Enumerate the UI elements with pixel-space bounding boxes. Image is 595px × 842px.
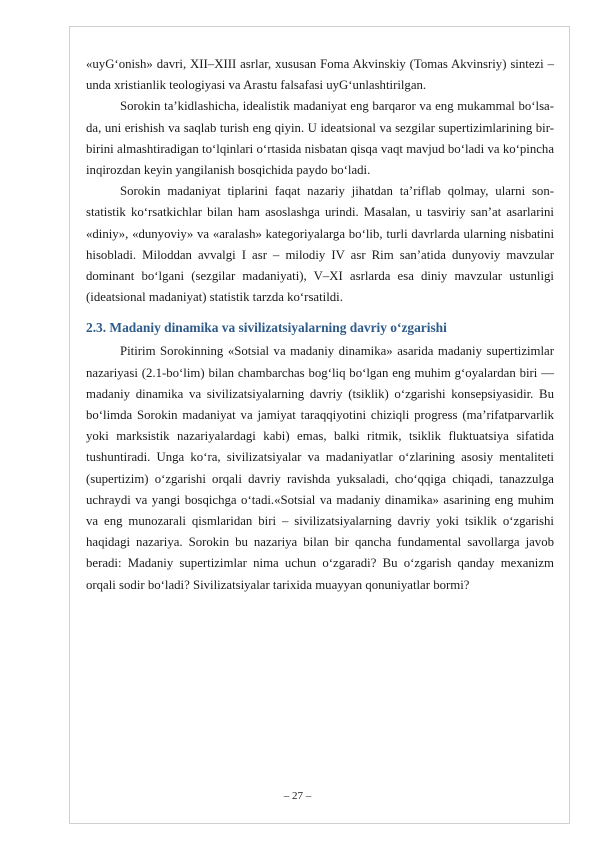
- page-number: – 27 –: [283, 790, 312, 802]
- document-body: [86, 54, 554, 596]
- paragraph-idealistic-culture: Sorokin ta’kidlashicha, idealistik madaniyat eng barqaror va eng mukammal bo‘lsa-da, uni erishish va saqlab turish eng qiyin. U ideatsional va sezgilar supertizimlarining bir-birini almashtiradigan to‘lqinlari o‘rtasida nisbatan qisqa vaqt mavjud bo‘ladi va ko‘pincha inqirozdan keyin yangilanish bosqichida paydo bo‘ladi.: [86, 99, 554, 178]
- paragraph-statistics: Sorokin madaniyat tiplarini faqat nazariy jihatdan ta’riflab qolmay, ularni son-statistik ko‘rsatkichlar bilan ham asoslashga urindi. Masalan, u tasviriy san’at asarlarini «diniy», «dunyoviy» va «aralash» kategoriyalarga bo‘lib, turli davrlarda ularning nisbatini hisobladi. Miloddan avvalgi I asr – milodiy IV asr Rim san’atida dunyoviy mavzular dominant bo‘lgani (sezgilar madaniyati), V–XI asrlarda esa diniy mavzular ustunligi (ideatsional madaniyat) statistik tarzda ko‘rsatildi.: [86, 184, 554, 305]
- paragraph-cultural-dynamics: Pitirim Sorokinning «Sotsial va madaniy dinamika» asarida madaniy supertizimlar nazariyasi (2.1-bo‘lim) bilan chambarchas bog‘liq bo‘lgan eng muhim g‘oyalardan biri — madaniy dinamika va sivilizatsiyalarning davriy (tsiklik) o‘zgarishi konsepsiyasidir. Bu bo‘limda Sorokin madaniyat va jamiyat taraqqiyotini chiziqli progress (ma’rifatparvarlik yoki marksistik nazariyalardagi kabi) emas, balki ritmik, tsiklik fluktuatsiya sifatida tushuntiradi. Unga ko‘ra, sivilizatsiyalar va madaniyatlar o‘zlarining asosiy mentaliteti (supertizim) o‘zgarishi orqali davriy ravishda yuksaladi, cho‘qqiga chiqadi, tanazzulga uchraydi va yangi bosqichga o‘tadi.«Sotsial va madaniy dinamika» asarining eng muhim va eng munozarali qismlaridan biri – sivilizatsiyalarning davriy yoki tsiklik o‘zgarishi haqidagi nazariya. Sorokin bu nazariya bilan bir qancha fundamental savollarga javob beradi: Madaniy supertizimlar nima uchun o‘zgaradi? Bu o‘zgarish qanday mexanizm orqali sodir bo‘ladi? Sivilizatsiyalar tarixida muayyan qonuniyatlar bormi?: [86, 344, 554, 592]
- section-heading: 2.3. Madaniy dinamika va sivilizatsiyalarning davriy o‘zgarishi: [86, 320, 447, 336]
- paragraph-continuation: «uyG‘onish» davri, XII–XIII asrlar, xususan Foma Akvinskiy (Tomas Akvinsriy) sintezi – unda xristianlik teologiyasi va Arastu falsafasi uyG‘unlashtirilgan.: [86, 57, 554, 93]
